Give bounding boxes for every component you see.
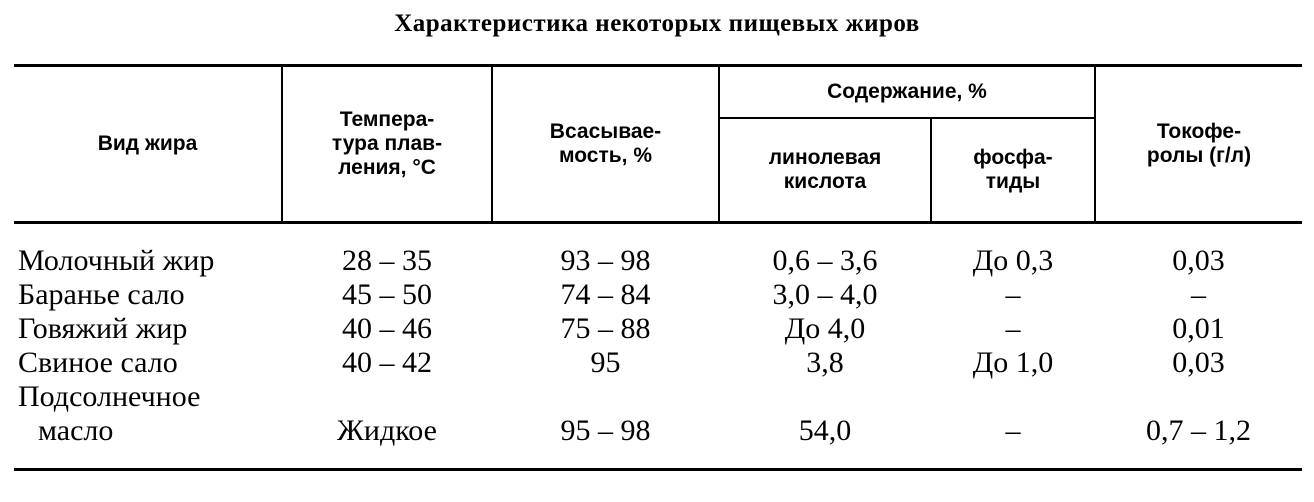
- cell-linoleic: 3,0 – 4,0: [772, 278, 878, 311]
- cell-absorb: 75 – 88: [560, 312, 651, 345]
- cell-melting: 40 – 46: [342, 312, 432, 345]
- cell-tocoph: 0,03: [1172, 244, 1225, 277]
- table-row: [14, 278, 1302, 312]
- cell-tocoph: 0,7 – 1,2: [1095, 380, 1302, 470]
- table-row: [14, 346, 1302, 380]
- cell-linoleic: 54,0: [719, 380, 931, 470]
- cell-phosph: –: [931, 380, 1095, 470]
- table-title: Характеристика некоторых пищевых жиров: [394, 10, 920, 37]
- cell-phosph: До 1,0: [972, 346, 1054, 379]
- cell-phosph: –: [1005, 278, 1021, 311]
- cell-melting: 40 – 42: [342, 346, 432, 379]
- cell-absorb: 93 – 98: [560, 244, 651, 277]
- cell-linoleic: До 4,0: [784, 312, 866, 345]
- header-tocoph-line2: ролы (г/л): [1146, 144, 1252, 167]
- header-phosphatides: [931, 118, 1095, 223]
- header-melting-line3: ления, °С: [338, 156, 436, 179]
- cell-tocoph: –: [1191, 278, 1206, 311]
- header-absorb-line1: Всасывае-: [549, 120, 662, 143]
- header-tocopherols: [1095, 66, 1302, 223]
- cell-tocoph: 0,01: [1172, 312, 1225, 345]
- cell-linoleic: 3,8: [806, 346, 844, 379]
- cell-absorb: 74 – 84: [560, 278, 651, 311]
- header-melting: [282, 66, 492, 223]
- fats-table: [14, 64, 1302, 471]
- header-absorb-line2: мость, %: [558, 144, 653, 167]
- cell-melting: 45 – 50: [342, 278, 432, 311]
- cell-melting: Жидкое: [282, 380, 492, 470]
- header-content: Содержание, %: [719, 66, 1095, 119]
- header-tocoph-line1: Токофе-: [1156, 120, 1242, 143]
- cell-melting: 28 – 35: [342, 244, 432, 277]
- cell-linoleic: 0,6 – 3,6: [772, 244, 878, 277]
- cell-name: Говяжий жир: [18, 312, 188, 345]
- header-phosph-line1: фосфа-: [973, 146, 1053, 169]
- header-linoleic-line2: кислота: [783, 170, 867, 193]
- header-kind: Вид жира: [14, 66, 282, 223]
- cell-name-line2: масло: [38, 414, 114, 447]
- cell-absorb: 95 – 98: [492, 380, 719, 470]
- header-melting-line1: Темпера-: [339, 108, 435, 131]
- table-row: [14, 380, 1302, 470]
- cell-name: Молочный жир: [18, 244, 215, 277]
- header-linoleic-line1: линолевая: [768, 146, 882, 169]
- header-melting-line2: тура плав-: [331, 132, 443, 155]
- cell-tocoph: 0,03: [1172, 346, 1225, 379]
- cell-name: Баранье сало: [18, 278, 185, 311]
- header-absorb: [492, 66, 719, 223]
- cell-phosph: –: [1005, 312, 1021, 345]
- cell-absorb: 95: [590, 346, 621, 379]
- table-row: [14, 223, 1302, 279]
- header-phosph-line2: тиды: [985, 170, 1041, 193]
- cell-name: [14, 380, 282, 470]
- table-row: [14, 312, 1302, 346]
- cell-name: Свиное сало: [18, 346, 178, 379]
- header-linoleic: [719, 118, 931, 223]
- cell-name-line1: Подсолнечное: [18, 380, 201, 413]
- cell-phosph: До 0,3: [972, 244, 1054, 277]
